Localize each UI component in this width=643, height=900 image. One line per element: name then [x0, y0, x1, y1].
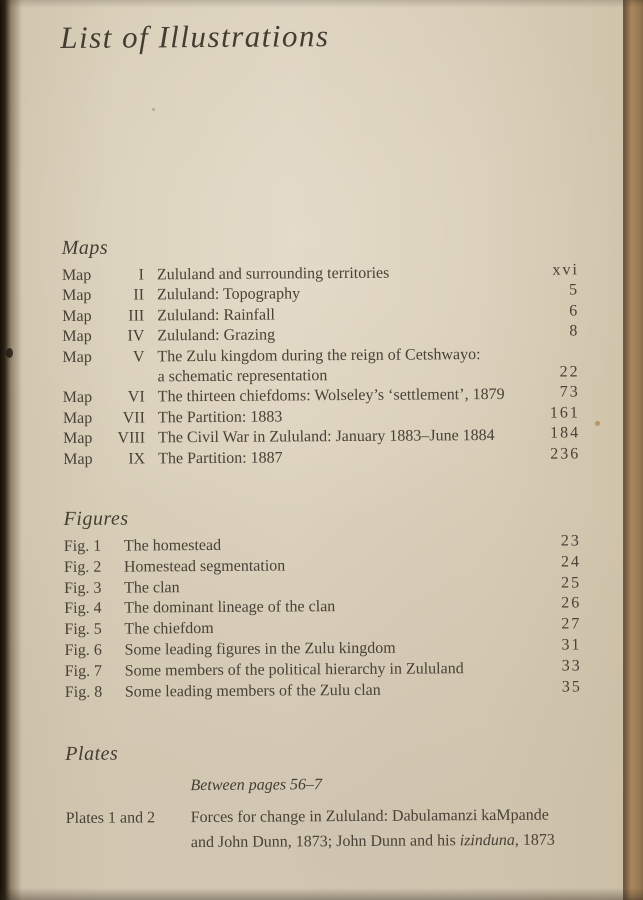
- map-title-continuation: a schematic representation: [157, 367, 328, 386]
- figure-page-number: 24: [560, 553, 581, 571]
- figure-title: Some leading members of the Zulu clan: [124, 681, 381, 701]
- plate-italic-term: izinduna: [459, 831, 515, 850]
- map-numeral: I: [138, 266, 144, 284]
- map-page-number: 8: [569, 322, 580, 340]
- map-page-number: 236: [550, 445, 581, 463]
- map-title: Zululand: Grazing: [157, 326, 276, 345]
- map-page-number: 161: [549, 404, 580, 422]
- figure-label: Fig. 1: [63, 537, 102, 555]
- map-numeral: II: [133, 286, 145, 304]
- plates-between-pages-note: Between pages 56–7: [190, 776, 323, 795]
- paper-speck: [595, 421, 600, 426]
- figure-page-number: 26: [561, 594, 582, 612]
- paper-speck: [152, 108, 155, 111]
- map-numeral: VIII: [117, 429, 146, 447]
- plate-description-line1: Forces for change in Zululand: Dabulamanzi kaMpande: [190, 806, 549, 827]
- map-label: Map: [62, 328, 92, 346]
- figure-title: Some members of the political hierarchy in Zululand: [124, 659, 464, 680]
- figure-row: [65, 679, 582, 703]
- map-numeral: VII: [122, 409, 145, 427]
- paper-speck: [6, 348, 13, 358]
- map-row: [63, 446, 580, 470]
- map-numeral: V: [132, 348, 145, 366]
- figure-label: Fig. 3: [64, 579, 102, 597]
- map-page-number: 73: [559, 383, 580, 401]
- map-page-number: xvi: [552, 261, 579, 279]
- figure-title: The clan: [124, 578, 180, 597]
- figure-page-number: 35: [561, 677, 582, 696]
- map-numeral: III: [128, 307, 145, 325]
- figure-page-number: 23: [560, 532, 581, 550]
- plates-section-heading: Plates: [65, 742, 119, 765]
- maps-list: [62, 262, 580, 470]
- figure-label: Fig. 7: [64, 662, 103, 680]
- map-title: The Zulu kingdom during the reign of Cetshwayo:: [157, 345, 481, 365]
- figure-label: Fig. 2: [63, 558, 102, 576]
- map-label: Map: [62, 287, 92, 305]
- maps-section-heading: Maps: [61, 236, 109, 259]
- book-binding-shadow: [0, 0, 22, 900]
- map-title: The thirteen chiefdoms: Wolseley’s ‘settlement’, 1879: [157, 386, 505, 406]
- plate-label: Plates 1 and 2: [65, 809, 156, 827]
- plate-description: [191, 802, 583, 855]
- figure-title: The chiefdom: [124, 620, 214, 638]
- map-page-number: 22: [559, 363, 580, 381]
- plates-list: [66, 802, 583, 856]
- figure-title: Some leading figures in the Zulu kingdom: [124, 639, 396, 659]
- map-label: Map: [61, 266, 92, 284]
- figures-section-heading: Figures: [63, 507, 129, 530]
- map-title: The Partition: 1883: [157, 408, 283, 427]
- figure-label: Fig. 4: [64, 600, 102, 618]
- map-numeral: IV: [127, 327, 145, 345]
- map-label: Map: [63, 450, 93, 468]
- figure-label: Fig. 6: [64, 641, 102, 659]
- map-numeral: VI: [127, 388, 145, 406]
- map-page-number: 5: [568, 281, 580, 299]
- figure-label: Fig. 5: [64, 620, 102, 639]
- figure-title: Homestead segmentation: [123, 557, 286, 576]
- map-label: Map: [62, 348, 92, 366]
- map-numeral: IX: [128, 450, 146, 468]
- figures-list: [64, 533, 582, 703]
- map-title: The Partition: 1887: [158, 449, 283, 467]
- figure-title: The dominant lineage of the clan: [124, 598, 336, 617]
- figure-title: The homestead: [123, 536, 222, 555]
- map-label: Map: [62, 409, 93, 427]
- map-title: Zululand: Rainfall: [157, 306, 276, 325]
- plate-description-line2: and John Dunn, 1873; John Dunn and his izinduna, 1873: [190, 831, 555, 852]
- figure-label: Fig. 8: [64, 683, 103, 701]
- map-title: Zululand and surrounding territories: [156, 264, 390, 284]
- map-page-number: 184: [549, 424, 581, 442]
- map-title: The Civil War in Zululand: January 1883–June 1884: [158, 427, 495, 447]
- figure-page-number: 33: [561, 657, 582, 675]
- map-label: Map: [63, 430, 93, 448]
- figure-page-number: 31: [561, 636, 582, 654]
- figure-page-number: 25: [561, 573, 582, 592]
- map-title: Zululand: Topography: [157, 285, 301, 304]
- map-page-number: 6: [569, 302, 580, 320]
- figure-page-number: 27: [561, 615, 582, 633]
- map-label: Map: [62, 389, 93, 407]
- map-label: Map: [62, 307, 92, 325]
- page-edge-strip: [623, 0, 643, 900]
- plate-row: [66, 802, 583, 856]
- bottom-edge-shadow: [0, 888, 643, 900]
- page-title: List of Illustrations: [60, 18, 330, 55]
- top-edge-shadow: [0, 0, 643, 8]
